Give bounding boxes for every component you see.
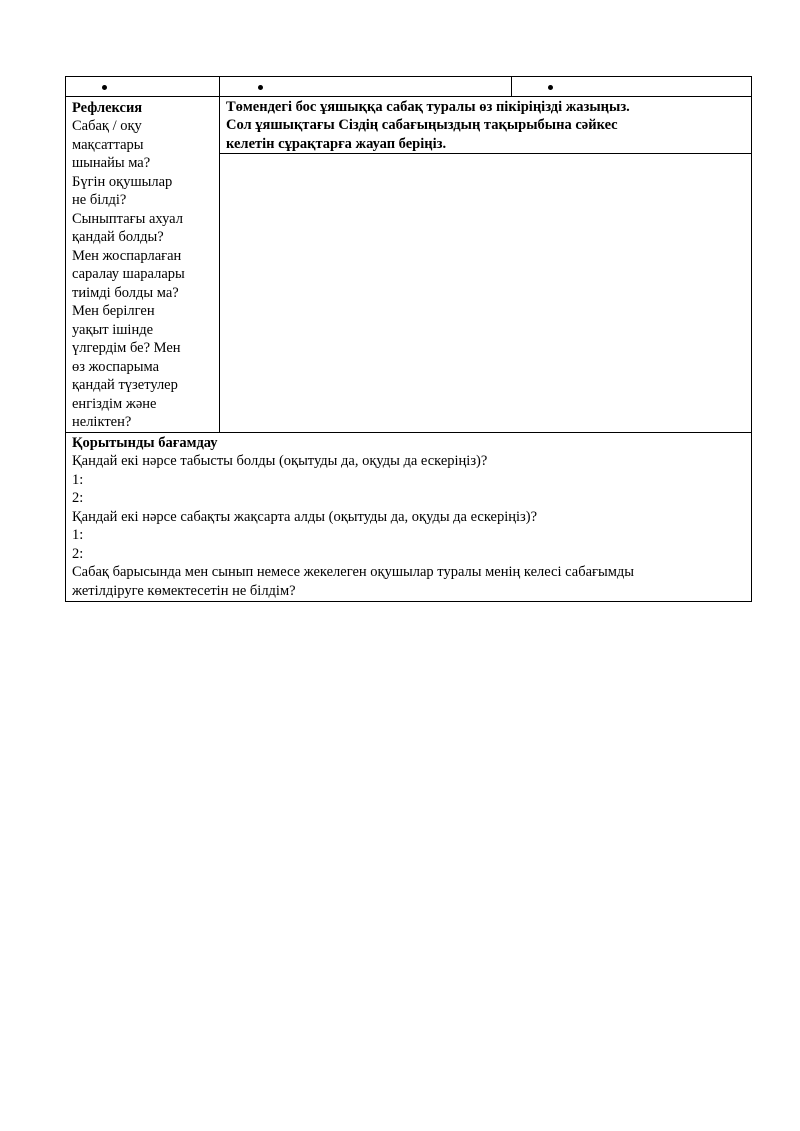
reflection-answer-cell[interactable]	[220, 154, 752, 432]
assessment-heading: Қорытынды бағамдау	[72, 434, 218, 451]
assessment-row	[66, 432, 752, 602]
reflection-question-line: саралау шаралары	[72, 266, 185, 282]
bullet-icon	[102, 85, 107, 90]
bullet-icon	[548, 85, 553, 90]
reflection-questions-cell	[66, 96, 220, 432]
reflection-question-line: шынайы ма?	[72, 155, 151, 171]
reflection-question-line: қандай болды?	[72, 229, 164, 245]
bullet-icon	[258, 85, 263, 90]
reflection-question-line: үлгердім бе? Мен	[72, 340, 181, 356]
reflection-instruction-cell	[220, 96, 752, 154]
lesson-plan-table	[65, 76, 752, 602]
reflection-question-line: енгіздім және	[72, 395, 157, 412]
assessment-question-1: Қандай екі нәрсе табысты болды (оқытуды да, оқуды да ескеріңіз)?	[72, 453, 488, 469]
bullet-cell-1	[66, 77, 220, 97]
reflection-question-line: Бүгін оқушылар	[72, 173, 173, 190]
assessment-answer-line: 1:	[72, 527, 84, 543]
instruction-line: Сол ұяшықтағы Сіздің сабағыңыздың тақырыбына сәйкес	[226, 117, 618, 133]
assessment-question-3: Сабақ барысында мен сынып немесе жекелеген оқушылар туралы менің келесі сабағымды	[72, 564, 634, 580]
reflection-question-line: тиімді болды ма?	[72, 284, 179, 301]
reflection-row	[66, 96, 752, 154]
assessment-answer-line: 1:	[72, 471, 84, 488]
reflection-question-line: қандай түзетулер	[72, 377, 178, 393]
assessment-question-2: Қандай екі нәрсе сабақты жақсарта алды (оқытуды да, оқуды да ескеріңіз)?	[72, 508, 538, 525]
reflection-question-line: не білді?	[72, 192, 127, 208]
assessment-answer-line: 2:	[72, 545, 84, 562]
reflection-question-line: өз жоспарыма	[72, 358, 160, 375]
reflection-question-line: Сыныптағы ахуал	[72, 210, 183, 227]
instruction-line: Төмендегі бос ұяшыққа сабақ туралы өз пікіріңізді жазыңыз.	[226, 98, 630, 115]
bullet-cell-2	[220, 77, 512, 97]
reflection-question-line: неліктен?	[72, 414, 132, 430]
reflection-question-line: Сабақ / оқу	[72, 118, 142, 134]
instruction-line: келетін сұрақтарға жауап беріңіз.	[226, 135, 447, 152]
reflection-question-line: Мен жоспарлаған	[72, 247, 182, 264]
bullet-row	[66, 77, 752, 97]
assessment-question-3-cont: жетілдіруге көмектесетін не білдім?	[72, 582, 296, 599]
reflection-question-line: мақсаттары	[72, 136, 144, 153]
reflection-question-line: уақыт ішінде	[72, 321, 154, 338]
bullet-cell-3	[512, 77, 752, 97]
assessment-answer-line: 2:	[72, 490, 84, 506]
assessment-cell	[66, 432, 752, 602]
reflection-question-line: Мен берілген	[72, 303, 155, 319]
reflection-heading: Рефлексия	[72, 99, 143, 116]
